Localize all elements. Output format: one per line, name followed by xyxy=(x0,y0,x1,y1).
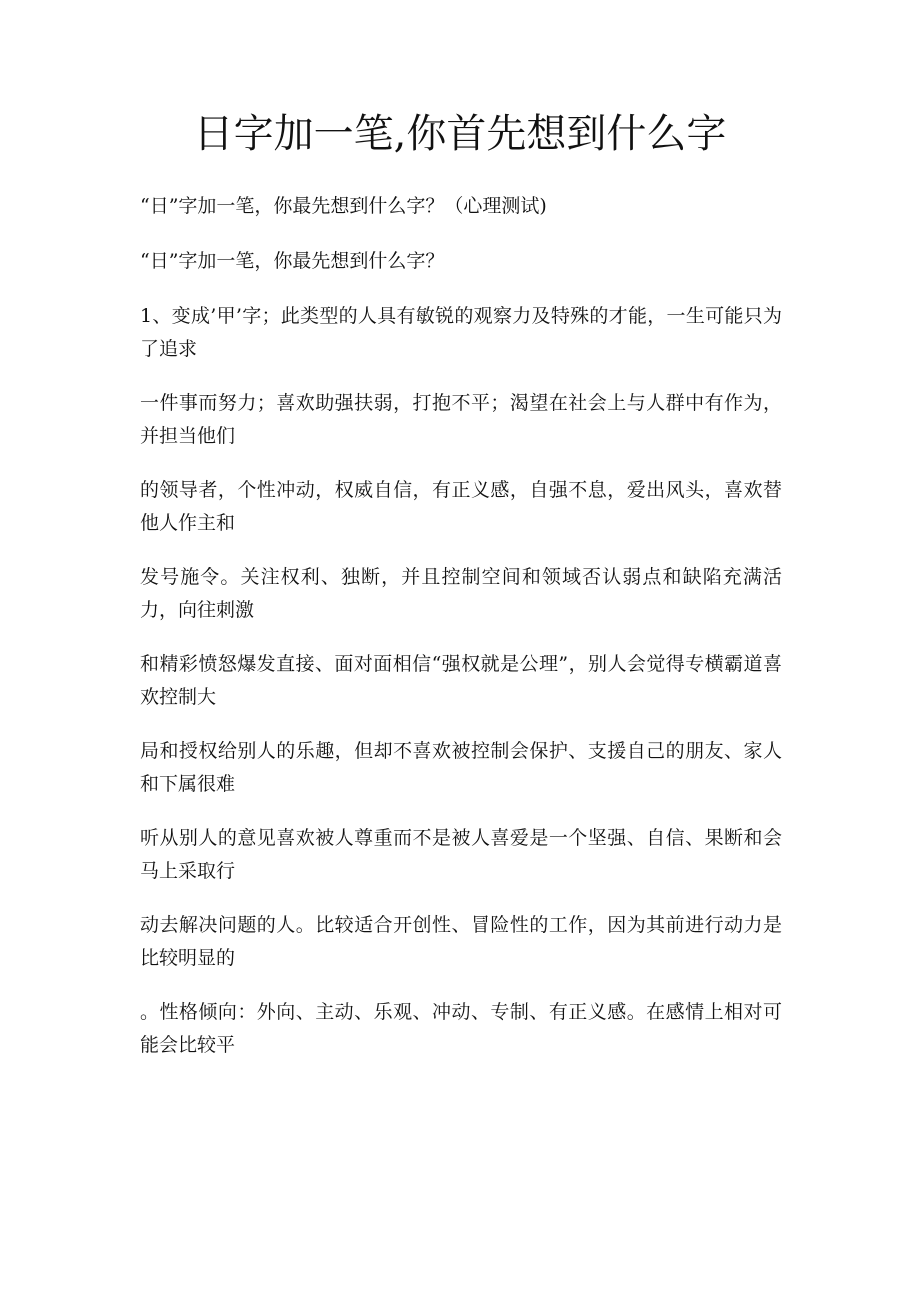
paragraph: 一件事而努力；喜欢助强扶弱，打抱不平；渴望在社会上与人群中有作为，并担当他们 xyxy=(140,392,782,447)
document-body xyxy=(140,190,782,1083)
paragraph: 听从别人的意见喜欢被人尊重而不是被人喜爱是一个坚强、自信、果断和会马上采取行 xyxy=(140,827,782,882)
paragraph: 。性格倾向：外向、主动、乐观、冲动、专制、有正义感。在感情上相对可能会比较平 xyxy=(140,1001,782,1056)
paragraph: “日”字加一笔，你最先想到什么字？ xyxy=(140,250,445,272)
paragraph: 和精彩愤怒爆发直接、面对面相信“强权就是公理”，别人会觉得专横霸道喜欢控制大 xyxy=(140,653,782,708)
page-title: 日字加一笔,你首先想到什么字 xyxy=(193,111,727,157)
paragraph: 局和授权给别人的乐趣，但却不喜欢被控制会保护、支援自己的朋友、家人和下属很难 xyxy=(140,740,782,795)
paragraph: 1、变成’甲’字；此类型的人具有敏锐的观察力及特殊的才能，一生可能只为了追求 xyxy=(140,305,782,360)
paragraph: 动去解决问题的人。比较适合开创性、冒险性的工作，因为其前进行动力是比较明显的 xyxy=(140,914,782,969)
paragraph: 发号施令。关注权利、独断，并且控制空间和领域否认弱点和缺陷充满活力，向往刺激 xyxy=(140,566,782,621)
paragraph: “日”字加一笔，你最先想到什么字？（心理测试) xyxy=(140,195,547,217)
paragraph: 的领导者，个性冲动，权威自信，有正义感，自强不息，爱出风头，喜欢替他人作主和 xyxy=(140,479,782,534)
